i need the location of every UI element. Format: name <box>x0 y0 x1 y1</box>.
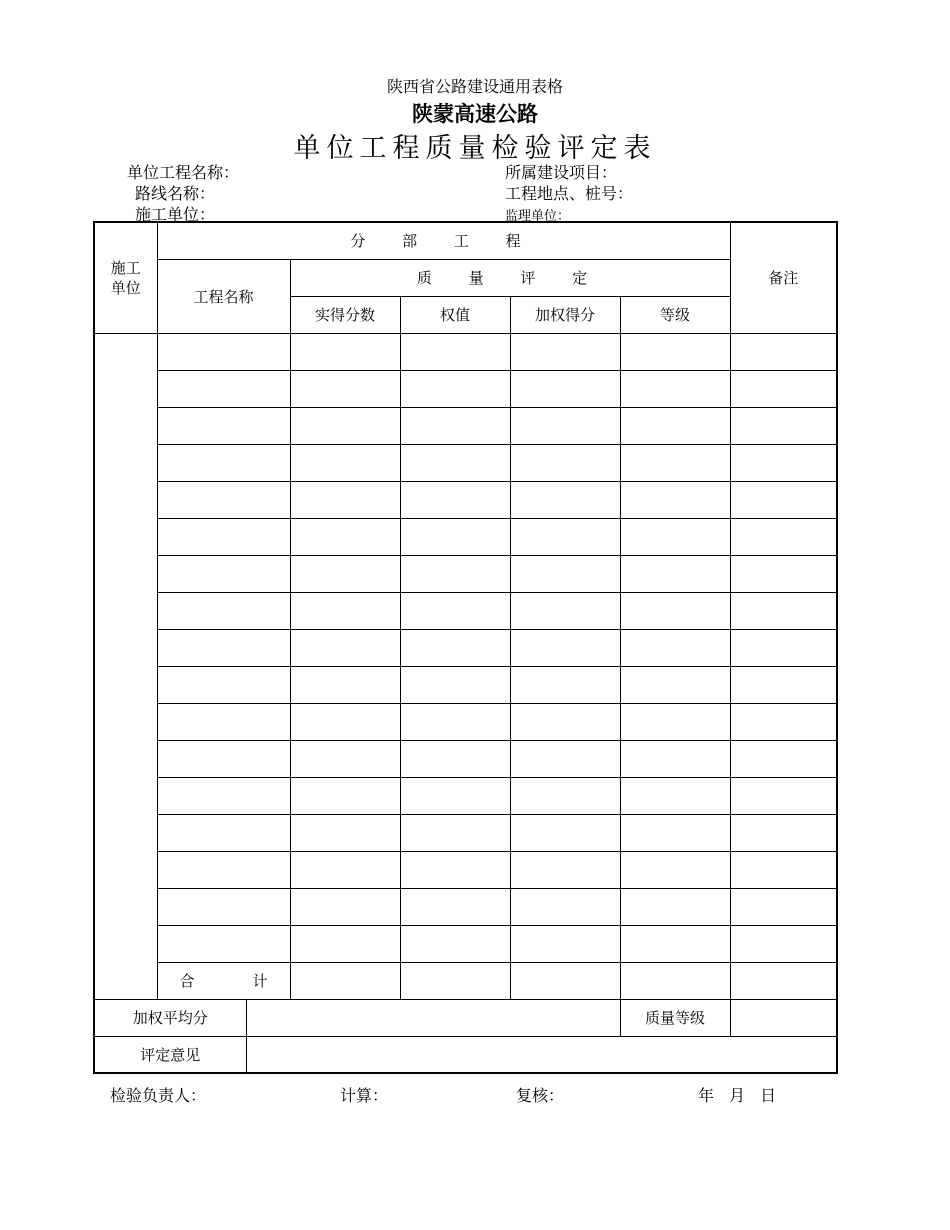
project-name-cell[interactable] <box>157 407 290 444</box>
weighted-score-cell[interactable] <box>510 740 620 777</box>
score-cell[interactable] <box>290 518 400 555</box>
table-row <box>94 481 837 518</box>
project-name-cell[interactable] <box>157 925 290 962</box>
score-cell[interactable] <box>290 629 400 666</box>
grade-cell[interactable] <box>620 703 730 740</box>
weight-cell[interactable] <box>400 481 510 518</box>
score-cell[interactable] <box>290 740 400 777</box>
grade-cell[interactable] <box>620 666 730 703</box>
table-row <box>94 888 837 925</box>
weight-cell[interactable] <box>400 703 510 740</box>
project-name-cell[interactable] <box>157 555 290 592</box>
weighted-avg-label: 加权平均分 <box>94 999 246 1036</box>
grade-cell[interactable] <box>620 518 730 555</box>
sub-project-header: 分 部 工 程 <box>157 222 730 259</box>
weighted-score-cell[interactable] <box>510 851 620 888</box>
form-title: 单位工程质量检验评定表 <box>293 133 657 164</box>
table-row <box>94 703 837 740</box>
calc-label: 计算： <box>340 1086 389 1105</box>
project-name-cell[interactable] <box>157 814 290 851</box>
table-row <box>94 740 837 777</box>
table-row <box>94 629 837 666</box>
weight-cell[interactable] <box>400 555 510 592</box>
weighted-score-cell[interactable] <box>510 814 620 851</box>
remarks-cell[interactable] <box>730 925 837 962</box>
grade-cell[interactable] <box>620 888 730 925</box>
weight-cell[interactable] <box>400 888 510 925</box>
weight-cell[interactable] <box>400 370 510 407</box>
total-weight-cell[interactable] <box>400 962 510 999</box>
score-cell[interactable] <box>290 333 400 370</box>
remarks-cell[interactable] <box>730 592 837 629</box>
supervision-unit-label: 监理单位： <box>505 209 571 224</box>
weight-cell[interactable] <box>400 444 510 481</box>
score-cell[interactable] <box>290 851 400 888</box>
weighted-avg-value[interactable] <box>246 999 620 1036</box>
grade-cell[interactable] <box>620 333 730 370</box>
remarks-cell[interactable] <box>730 333 837 370</box>
total-remarks-cell[interactable] <box>730 962 837 999</box>
grade-cell[interactable] <box>620 740 730 777</box>
score-cell[interactable] <box>290 481 400 518</box>
remarks-cell[interactable] <box>730 740 837 777</box>
highway-name: 陕蒙高速公路 <box>412 102 538 126</box>
score-cell[interactable] <box>290 592 400 629</box>
unit-project-name-label: 单位工程名称： <box>127 163 240 182</box>
remarks-cell[interactable] <box>730 370 837 407</box>
grade-cell[interactable] <box>620 555 730 592</box>
project-name-cell[interactable] <box>157 777 290 814</box>
weighted-score-cell[interactable] <box>510 703 620 740</box>
evaluation-table <box>93 221 838 1074</box>
weight-cell[interactable] <box>400 518 510 555</box>
score-cell[interactable] <box>290 777 400 814</box>
construction-unit-header: 施工单位 <box>94 222 157 333</box>
weighted-score-cell[interactable] <box>510 518 620 555</box>
grade-cell[interactable] <box>620 370 730 407</box>
weight-cell[interactable] <box>400 740 510 777</box>
weighted-score-cell[interactable] <box>510 888 620 925</box>
weighted-score-cell[interactable] <box>510 481 620 518</box>
score-cell[interactable] <box>290 407 400 444</box>
table-row <box>94 777 837 814</box>
project-name-cell[interactable] <box>157 444 290 481</box>
remarks-cell[interactable] <box>730 851 837 888</box>
score-cell[interactable] <box>290 703 400 740</box>
location-stake-label: 工程地点、桩号： <box>505 184 634 203</box>
weight-cell[interactable] <box>400 777 510 814</box>
weighted-score-cell[interactable] <box>510 592 620 629</box>
weighted-score-cell[interactable] <box>510 629 620 666</box>
project-name-cell[interactable] <box>157 666 290 703</box>
remarks-cell[interactable] <box>730 407 837 444</box>
col-header-weight: 权值 <box>400 296 510 333</box>
project-name-cell[interactable] <box>157 740 290 777</box>
score-cell[interactable] <box>290 555 400 592</box>
grade-cell[interactable] <box>620 481 730 518</box>
score-cell[interactable] <box>290 370 400 407</box>
grade-cell[interactable] <box>620 851 730 888</box>
quality-eval-header: 质 量 评 定 <box>290 259 730 296</box>
construction-unit-label: 施工单位： <box>135 205 216 224</box>
construction-unit-cell[interactable] <box>94 333 157 999</box>
review-label: 复核： <box>516 1086 565 1105</box>
remarks-cell[interactable] <box>730 629 837 666</box>
weight-cell[interactable] <box>400 666 510 703</box>
inspector-label: 检验负责人： <box>110 1086 207 1105</box>
weight-cell[interactable] <box>400 851 510 888</box>
remarks-header: 备注 <box>730 222 837 333</box>
remarks-cell[interactable] <box>730 777 837 814</box>
remarks-cell[interactable] <box>730 518 837 555</box>
score-cell[interactable] <box>290 925 400 962</box>
project-name-cell[interactable] <box>157 333 290 370</box>
grade-cell[interactable] <box>620 814 730 851</box>
remarks-cell[interactable] <box>730 888 837 925</box>
route-name-label: 路线名称： <box>135 184 216 203</box>
grade-cell[interactable] <box>620 925 730 962</box>
grade-cell[interactable] <box>620 407 730 444</box>
project-name-cell[interactable] <box>157 703 290 740</box>
quality-grade-label: 质量等级 <box>620 999 730 1036</box>
remarks-cell[interactable] <box>730 555 837 592</box>
col-header-grade: 等级 <box>620 296 730 333</box>
weighted-score-cell[interactable] <box>510 777 620 814</box>
quality-grade-value[interactable] <box>730 999 837 1036</box>
weight-cell[interactable] <box>400 814 510 851</box>
project-name-cell[interactable] <box>157 592 290 629</box>
parent-project-label: 所属建设项目： <box>505 163 618 182</box>
grade-cell[interactable] <box>620 444 730 481</box>
weighted-score-cell[interactable] <box>510 444 620 481</box>
weighted-score-cell[interactable] <box>510 333 620 370</box>
weighted-score-cell[interactable] <box>510 555 620 592</box>
remarks-cell[interactable] <box>730 444 837 481</box>
table-row <box>94 444 837 481</box>
opinion-label: 评定意见 <box>94 1036 246 1073</box>
table-row <box>94 666 837 703</box>
table-row <box>94 555 837 592</box>
score-cell[interactable] <box>290 666 400 703</box>
project-name-cell[interactable] <box>157 370 290 407</box>
date-label: 年 月 日 <box>698 1086 777 1105</box>
project-name-header: 工程名称 <box>157 259 290 333</box>
score-cell[interactable] <box>290 444 400 481</box>
weighted-score-cell[interactable] <box>510 370 620 407</box>
project-name-cell[interactable] <box>157 518 290 555</box>
table-row <box>94 518 837 555</box>
project-name-cell[interactable] <box>157 888 290 925</box>
table-row <box>94 407 837 444</box>
weighted-score-cell[interactable] <box>510 407 620 444</box>
col-header-score: 实得分数 <box>290 296 400 333</box>
weighted-score-cell[interactable] <box>510 925 620 962</box>
score-cell[interactable] <box>290 888 400 925</box>
col-header-weighted-score: 加权得分 <box>510 296 620 333</box>
total-weighted-score-cell[interactable] <box>510 962 620 999</box>
project-name-cell[interactable] <box>157 629 290 666</box>
table-row <box>94 851 837 888</box>
grade-cell[interactable] <box>620 777 730 814</box>
table-row <box>94 925 837 962</box>
weight-cell[interactable] <box>400 629 510 666</box>
total-grade-cell[interactable] <box>620 962 730 999</box>
weight-cell[interactable] <box>400 407 510 444</box>
project-name-cell[interactable] <box>157 481 290 518</box>
opinion-value[interactable] <box>246 1036 837 1073</box>
weight-cell[interactable] <box>400 333 510 370</box>
remarks-cell[interactable] <box>730 666 837 703</box>
remarks-cell[interactable] <box>730 481 837 518</box>
weight-cell[interactable] <box>400 925 510 962</box>
table-row <box>94 592 837 629</box>
remarks-cell[interactable] <box>730 703 837 740</box>
score-cell[interactable] <box>290 814 400 851</box>
province-form-line: 陕西省公路建设通用表格 <box>386 77 563 96</box>
remarks-cell[interactable] <box>730 814 837 851</box>
grade-cell[interactable] <box>620 629 730 666</box>
table-row <box>94 370 837 407</box>
grade-cell[interactable] <box>620 592 730 629</box>
project-name-cell[interactable] <box>157 851 290 888</box>
table-row <box>94 814 837 851</box>
weight-cell[interactable] <box>400 592 510 629</box>
total-label: 合 计 <box>157 962 290 999</box>
total-score-cell[interactable] <box>290 962 400 999</box>
weighted-score-cell[interactable] <box>510 666 620 703</box>
